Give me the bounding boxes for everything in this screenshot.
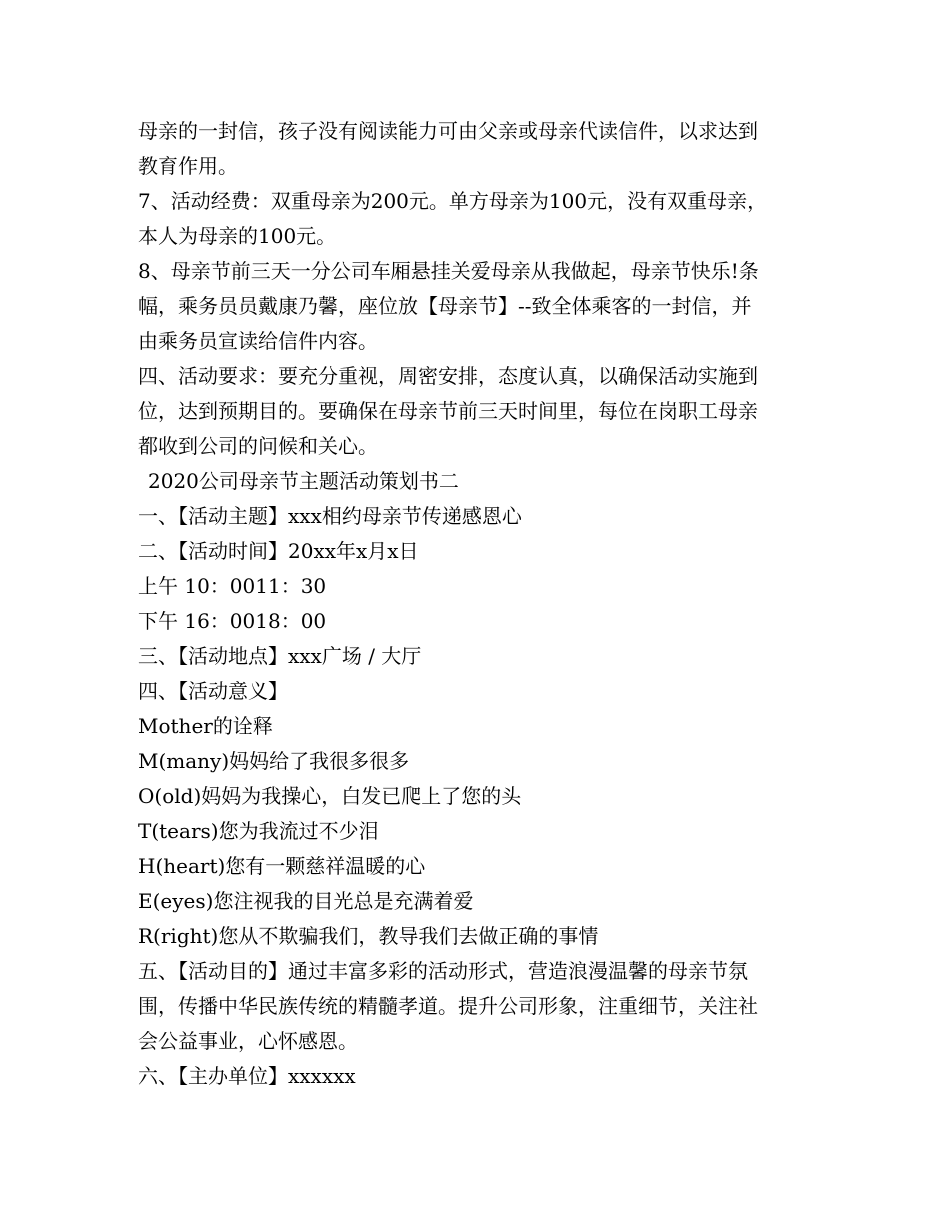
- paragraph-line: H(heart)您有一颗慈祥温暖的心: [138, 854, 426, 878]
- paragraph-line: 五、【活动目的】通过丰富多彩的活动形式，营造浪漫温馨的母亲节氛: [138, 959, 748, 983]
- paragraph-line: 一、【活动主题】xxx相约母亲节传递感恩心: [138, 504, 522, 528]
- paragraph-line: 幅，乘务员员戴康乃馨，座位放【母亲节】--致全体乘客的一封信，并: [138, 294, 752, 318]
- paragraph-line: 围，传播中华民族传统的精髓孝道。提升公司形象，注重细节，关注社: [138, 994, 758, 1018]
- paragraph-line: 都收到公司的问候和关心。: [138, 434, 378, 458]
- paragraph-line: T(tears)您为我流过不少泪: [138, 819, 379, 843]
- paragraph-line: M(many)妈妈给了我很多很多: [138, 749, 410, 773]
- paragraph-line: Mother的诠释: [138, 714, 273, 738]
- paragraph-line: R(right)您从不欺骗我们，教导我们去做正确的事情: [138, 924, 599, 948]
- paragraph-line: 7、活动经费：双重母亲为200元。单方母亲为100元，没有双重母亲，: [138, 189, 768, 213]
- paragraph-line: 下午 16：0018：00: [138, 609, 327, 633]
- paragraph-line: O(old)妈妈为我操心，白发已爬上了您的头: [138, 784, 522, 808]
- paragraph-line: 三、【活动地点】xxx广场 / 大厅: [138, 644, 422, 668]
- paragraph-line: 本人为母亲的100元。: [138, 224, 337, 248]
- paragraph-line: 四、【活动意义】: [138, 679, 288, 703]
- paragraph-line: 会公益事业，心怀感恩。: [138, 1029, 358, 1053]
- paragraph-line: 位，达到预期目的。要确保在母亲节前三天时间里，每位在岗职工母亲: [138, 399, 758, 423]
- paragraph-line: 由乘务员宣读给信件内容。: [138, 329, 378, 353]
- paragraph-line: 二、【活动时间】20xx年x月x日: [138, 539, 419, 563]
- paragraph-line: E(eyes)您注视我的目光总是充满着爱: [138, 889, 474, 913]
- paragraph-line: 教育作用。: [138, 154, 238, 178]
- paragraph-line: 上午 10：0011：30: [138, 574, 327, 598]
- paragraph-line: 8、母亲节前三天一分公司车厢悬挂关爱母亲从我做起，母亲节快乐!条: [138, 259, 759, 283]
- paragraph-line: 母亲的一封信，孩子没有阅读能力可由父亲或母亲代读信件，以求达到: [138, 119, 758, 143]
- paragraph-line: 四、活动要求：要充分重视，周密安排，态度认真，以确保活动实施到: [138, 364, 758, 388]
- section-title: 2020公司母亲节主题活动策划书二: [148, 469, 459, 493]
- paragraph-line: 六、【主办单位】xxxxxx: [138, 1064, 356, 1088]
- document-body: [138, 114, 838, 1094]
